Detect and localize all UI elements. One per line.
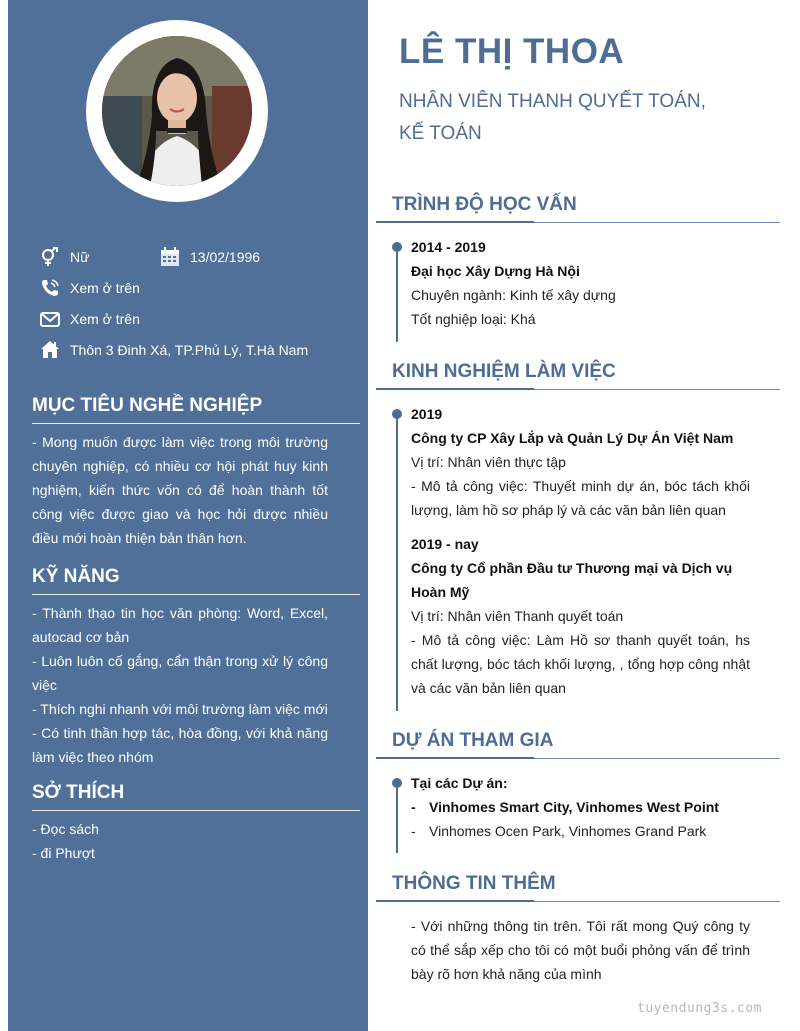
skills-heading: KỸ NĂNG bbox=[32, 566, 120, 587]
job-entry bbox=[411, 532, 750, 700]
skills-divider bbox=[32, 594, 360, 595]
calendar-icon bbox=[160, 247, 180, 267]
job-entry bbox=[411, 402, 750, 522]
skill-item: - Thích nghi nhanh với môi trường làm việc mới bbox=[32, 701, 328, 717]
skills-list bbox=[32, 601, 328, 769]
education-grade: Tốt nghiệp loại: Khá bbox=[411, 311, 536, 327]
hobbies-divider bbox=[32, 810, 360, 811]
job-period: 2019 bbox=[411, 406, 443, 422]
experience-heading: KINH NGHIỆM LÀM VIỆC bbox=[392, 361, 616, 382]
avatar bbox=[102, 36, 252, 186]
hobbies-list bbox=[32, 817, 328, 865]
objective-heading: MỤC TIÊU NGHỀ NGHIỆP bbox=[32, 395, 263, 416]
address-value: Thôn 3 Đinh Xá, TP.Phủ Lý, T.Hà Nam bbox=[70, 342, 309, 358]
job-title bbox=[399, 86, 759, 150]
gender-row bbox=[40, 247, 89, 267]
job-title-line: NHÂN VIÊN THANH QUYẾT TOÁN, bbox=[399, 91, 706, 112]
email-row bbox=[40, 309, 140, 329]
education-major: Chuyên ngành: Kinh tế xây dựng bbox=[411, 287, 616, 303]
gender-icon bbox=[40, 247, 60, 267]
hobbies-heading: SỞ THÍCH bbox=[32, 782, 125, 803]
education-divider bbox=[376, 222, 780, 223]
birthdate-value: 13/02/1996 bbox=[190, 249, 261, 265]
timeline-bar bbox=[396, 783, 398, 853]
education-period: 2014 - 2019 bbox=[411, 239, 486, 255]
job-company: Công ty CP Xây Lắp và Quản Lý Dự Án Việt Nam bbox=[411, 430, 734, 446]
timeline-bar bbox=[396, 247, 398, 342]
job-period: 2019 - nay bbox=[411, 536, 479, 552]
phone-row bbox=[40, 278, 140, 298]
skill-item: - Thành thạo tin học văn phòng: Word, Excel, autocad cơ bản bbox=[32, 605, 328, 645]
email-value: Xem ở trên bbox=[70, 311, 140, 327]
objective-divider bbox=[32, 423, 360, 424]
education-entry bbox=[411, 235, 750, 331]
candidate-name: LÊ THỊ THOA bbox=[399, 32, 625, 71]
project-item: - Vinhomes Smart City, Vinhomes West Point bbox=[411, 799, 719, 815]
experience-divider bbox=[376, 389, 780, 390]
job-description: - Mô tả công việc: Làm Hồ sơ thanh quyết toán, hs chất lượng, bóc tách khối lượng, , tổng hợp công nhật và các văn bản liên quan bbox=[411, 632, 750, 696]
projects-entry bbox=[411, 771, 750, 843]
projects-divider bbox=[376, 758, 780, 759]
job-company: Công ty Cổ phần Đầu tư Thương mại và Dịch vụ Hoàn Mỹ bbox=[411, 560, 733, 600]
projects-label: Tại các Dự án: bbox=[411, 775, 508, 791]
additional-heading: THÔNG TIN THÊM bbox=[392, 873, 556, 894]
skill-item: - Luôn luôn cố gắng, cẩn thận trong xử lý công việc bbox=[32, 653, 328, 693]
home-icon bbox=[40, 340, 60, 360]
additional-text: - Với những thông tin trên. Tôi rất mong Quý công ty có thể sắp xếp cho tôi có một buổi phỏng vấn để trình bày rõ hơn khả năng của mình bbox=[411, 918, 750, 982]
skill-item: - Có tinh thần hợp tác, hòa đồng, với khả năng làm việc theo nhóm bbox=[32, 725, 328, 765]
phone-icon bbox=[40, 278, 60, 298]
watermark: tuyendung3s.com bbox=[637, 1001, 762, 1016]
hobby-item: - đi Phượt bbox=[32, 845, 95, 861]
address-row bbox=[40, 340, 308, 360]
job-position: Vị trí: Nhân viên Thanh quyết toán bbox=[411, 608, 624, 624]
objective-text: - Mong muốn được làm việc trong môi trường chuyên nghiệp, có nhiều cơ hội phát huy kinh nghiệm, kiến thức vốn có để hoàn thành tốt công việc được giao và học hỏi được nhiều điều mới hoàn thiện bản thân hơn. bbox=[32, 434, 328, 546]
job-description: - Mô tả công việc: Thuyết minh dự án, bóc tách khối lượng, làm hồ sơ pháp lý và các văn bản liên quan bbox=[411, 478, 750, 518]
project-item: - Vinhomes Ocen Park, Vinhomes Grand Park bbox=[411, 823, 707, 839]
job-position: Vị trí: Nhân viên thực tập bbox=[411, 454, 566, 470]
education-school: Đại học Xây Dựng Hà Nội bbox=[411, 263, 580, 279]
avatar-frame bbox=[86, 20, 268, 202]
timeline-bar bbox=[396, 414, 398, 711]
phone-value: Xem ở trên bbox=[70, 280, 140, 296]
education-heading: TRÌNH ĐỘ HỌC VẤN bbox=[392, 194, 577, 215]
job-title-line: KẾ TOÁN bbox=[399, 123, 482, 144]
projects-heading: DỰ ÁN THAM GIA bbox=[392, 730, 554, 751]
additional-divider bbox=[376, 901, 780, 902]
hobby-item: - Đọc sách bbox=[32, 821, 99, 837]
birthdate-row bbox=[160, 247, 260, 267]
envelope-icon bbox=[40, 309, 60, 329]
gender-value: Nữ bbox=[70, 249, 90, 265]
